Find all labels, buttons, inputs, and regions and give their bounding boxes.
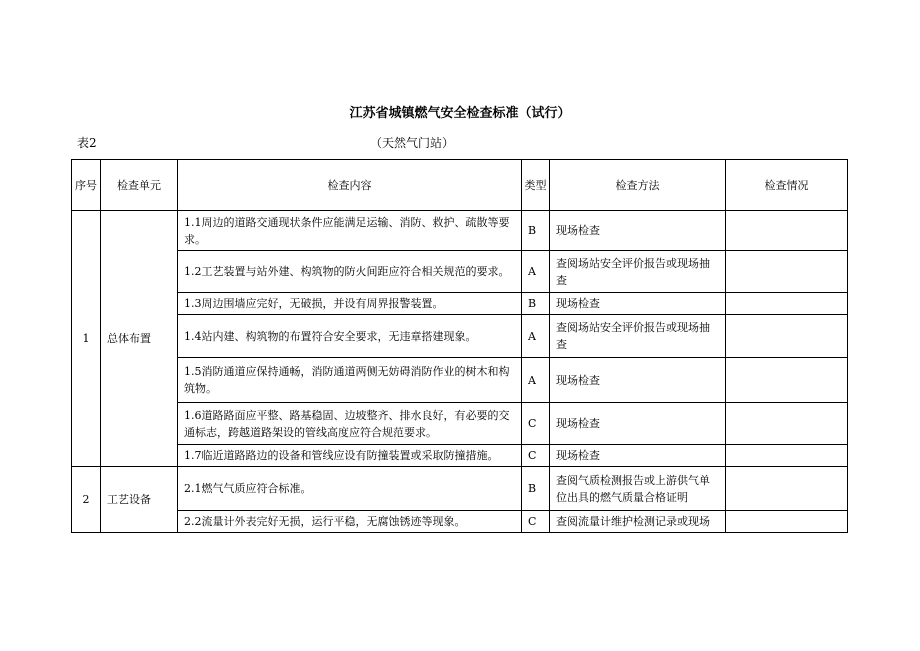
item-type: C — [522, 445, 550, 467]
item-type: B — [522, 211, 550, 251]
table-row — [72, 358, 848, 403]
item-content: 1.2工艺装置与站外建、构筑物的防火间距应符合相关规范的要求。 — [178, 251, 522, 293]
item-content: 2.1燃气气质应符合标准。 — [178, 467, 522, 511]
item-type: A — [522, 315, 550, 358]
header-method: 检查方法 — [550, 160, 726, 211]
item-status — [726, 511, 848, 533]
item-method: 现场检查 — [550, 445, 726, 467]
item-content: 1.4站内建、构筑物的布置符合安全要求，无违章搭建现象。 — [178, 315, 522, 358]
table-row — [72, 293, 848, 315]
item-status — [726, 293, 848, 315]
item-status — [726, 251, 848, 293]
table-row — [72, 211, 848, 251]
inspection-table — [71, 159, 848, 533]
item-type: A — [522, 358, 550, 403]
item-method: 现场检查 — [550, 293, 726, 315]
document-title: 江苏省城镇燃气安全检查标准（试行） — [349, 106, 571, 121]
item-content: 2.2流量计外表完好无损，运行平稳，无腐蚀锈迹等现象。 — [178, 511, 522, 533]
item-type: B — [522, 293, 550, 315]
header-status: 检查情况 — [726, 160, 848, 211]
item-type: B — [522, 467, 550, 511]
item-method: 查阅流量计维护检测记录或现场 — [550, 511, 726, 533]
item-method: 查阅场站安全评价报告或现场抽查 — [550, 251, 726, 293]
header-content: 检查内容 — [178, 160, 522, 211]
item-status — [726, 445, 848, 467]
item-type: A — [522, 251, 550, 293]
header-unit: 检查单元 — [101, 160, 178, 211]
item-method: 查阅气质检测报告或上游供气单位出具的燃气质量合格证明 — [550, 467, 726, 511]
item-type: C — [522, 511, 550, 533]
section-seq: 1 — [72, 211, 101, 467]
item-method: 现场检查 — [550, 211, 726, 251]
item-type: C — [522, 403, 550, 445]
table-row — [72, 467, 848, 511]
section-unit: 工艺设备 — [101, 467, 178, 533]
item-method: 现场检查 — [550, 403, 726, 445]
section-seq: 2 — [72, 467, 101, 533]
table-row — [72, 511, 848, 533]
table-number: 表2 — [77, 136, 97, 150]
table-row — [72, 403, 848, 445]
item-content: 1.1周边的道路交通现状条件应能满足运输、消防、救护、疏散等要求。 — [178, 211, 522, 251]
section-unit: 总体布置 — [101, 211, 178, 467]
item-content: 1.6道路路面应平整、路基稳固、边坡整齐、排水良好，有必要的交通标志，跨越道路架设的管线高度应符合规范要求。 — [178, 403, 522, 445]
table-row — [72, 315, 848, 358]
item-content: 1.7临近道路路边的设备和管线应设有防撞装置或采取防撞措施。 — [178, 445, 522, 467]
table-row — [72, 445, 848, 467]
header-type: 类型 — [522, 160, 550, 211]
table-row — [72, 251, 848, 293]
header-seq: 序号 — [72, 160, 101, 211]
item-status — [726, 403, 848, 445]
item-content: 1.3周边围墙应完好，无破损，并设有周界报警装置。 — [178, 293, 522, 315]
item-status — [726, 467, 848, 511]
item-content: 1.5消防通道应保持通畅，消防通道两侧无妨碍消防作业的树木和构筑物。 — [178, 358, 522, 403]
item-method: 现场检查 — [550, 358, 726, 403]
item-status — [726, 211, 848, 251]
item-status — [726, 358, 848, 403]
item-status — [726, 315, 848, 358]
header-row — [72, 160, 848, 211]
table-subtitle: （天然气门站） — [370, 136, 455, 150]
item-method: 查阅场站安全评价报告或现场抽查 — [550, 315, 726, 358]
